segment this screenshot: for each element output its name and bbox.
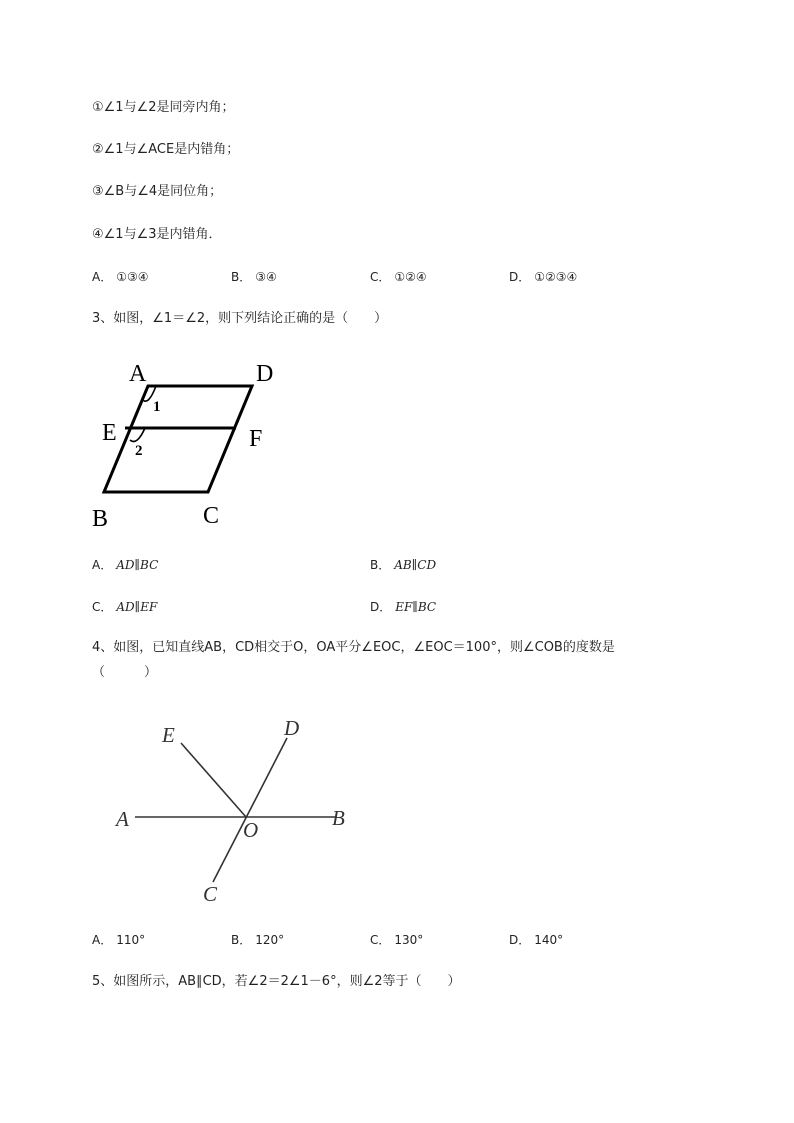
statement-3: ③∠B与∠4是同位角； xyxy=(92,184,223,199)
statement-4: ④∠1与∠3是内错角． xyxy=(92,227,222,242)
option-text: 110° xyxy=(116,933,146,947)
angle-2-arc xyxy=(130,428,145,442)
label-c: C xyxy=(203,503,220,529)
option-label: D． xyxy=(509,270,531,284)
option-text: ③④ xyxy=(255,270,277,284)
option-text: ①②④ xyxy=(394,270,427,284)
label-a: A xyxy=(129,361,147,387)
q2-option-d[interactable] xyxy=(509,268,577,286)
q4-option-b[interactable] xyxy=(231,931,284,949)
q4-stem: 4、如图，已知直线AB，CD相交于O，OA平分∠EOC，∠EOC＝100°，则∠COB的度数是 xyxy=(92,640,615,655)
q4-option-d[interactable] xyxy=(509,931,563,949)
q3-option-d[interactable] xyxy=(370,598,436,616)
label-a: A xyxy=(116,807,129,831)
q3-stem: 3、如图，∠1＝∠2，则下列结论正确的是（ ） xyxy=(92,311,388,326)
label-angle-2: 2 xyxy=(135,443,143,459)
parallelogram-abcd xyxy=(104,386,252,492)
option-text: ①③④ xyxy=(116,270,149,284)
q3-option-c[interactable] xyxy=(92,598,157,616)
label-angle-1: 1 xyxy=(153,399,161,415)
option-text: 120° xyxy=(255,933,285,947)
statement-2: ②∠1与∠ACE是内错角； xyxy=(92,142,240,157)
label-d: D xyxy=(284,716,300,740)
label-d: D xyxy=(256,361,274,387)
q3-option-b[interactable] xyxy=(370,556,436,574)
q2-option-a[interactable] xyxy=(92,268,149,286)
option-text: 140° xyxy=(534,933,564,947)
q4-stem-continued: （ ） xyxy=(92,665,158,680)
q4-option-c[interactable] xyxy=(370,931,423,949)
option-label: D． xyxy=(509,933,531,947)
label-c: C xyxy=(203,882,218,906)
q2-option-b[interactable] xyxy=(231,268,277,286)
label-b: B xyxy=(332,806,345,830)
option-label: B． xyxy=(231,933,252,947)
option-label: A． xyxy=(92,558,113,572)
line-cd xyxy=(213,738,287,882)
option-label: C． xyxy=(92,600,113,614)
angle-1-arc xyxy=(142,386,156,401)
option-text: AD∥EF xyxy=(116,600,158,614)
label-b: B xyxy=(92,506,109,532)
option-label: C． xyxy=(370,270,391,284)
option-label: A． xyxy=(92,933,113,947)
option-label: B． xyxy=(231,270,252,284)
option-text: AB∥CD xyxy=(394,558,437,572)
option-label: C． xyxy=(370,933,391,947)
option-text: EF∥BC xyxy=(395,600,437,614)
option-label: B． xyxy=(370,558,391,572)
statement-1: ①∠1与∠2是同旁内角； xyxy=(92,100,235,115)
q5-stem: 5、如图所示，AB∥CD，若∠2＝2∠1－6°，则∠2等于（ ） xyxy=(92,974,461,989)
option-text: 130° xyxy=(394,933,424,947)
option-label: D． xyxy=(370,600,392,614)
q2-option-c[interactable] xyxy=(370,268,427,286)
label-f: F xyxy=(249,426,263,452)
option-text: ①②③④ xyxy=(534,270,578,284)
q4-option-a[interactable] xyxy=(92,931,145,949)
option-label: A． xyxy=(92,270,113,284)
q3-option-a[interactable] xyxy=(92,556,158,574)
label-o: O xyxy=(243,818,259,842)
label-e: E xyxy=(162,723,175,747)
label-e: E xyxy=(102,420,117,446)
option-text: AD∥BC xyxy=(116,558,159,572)
ray-oe xyxy=(181,743,246,817)
